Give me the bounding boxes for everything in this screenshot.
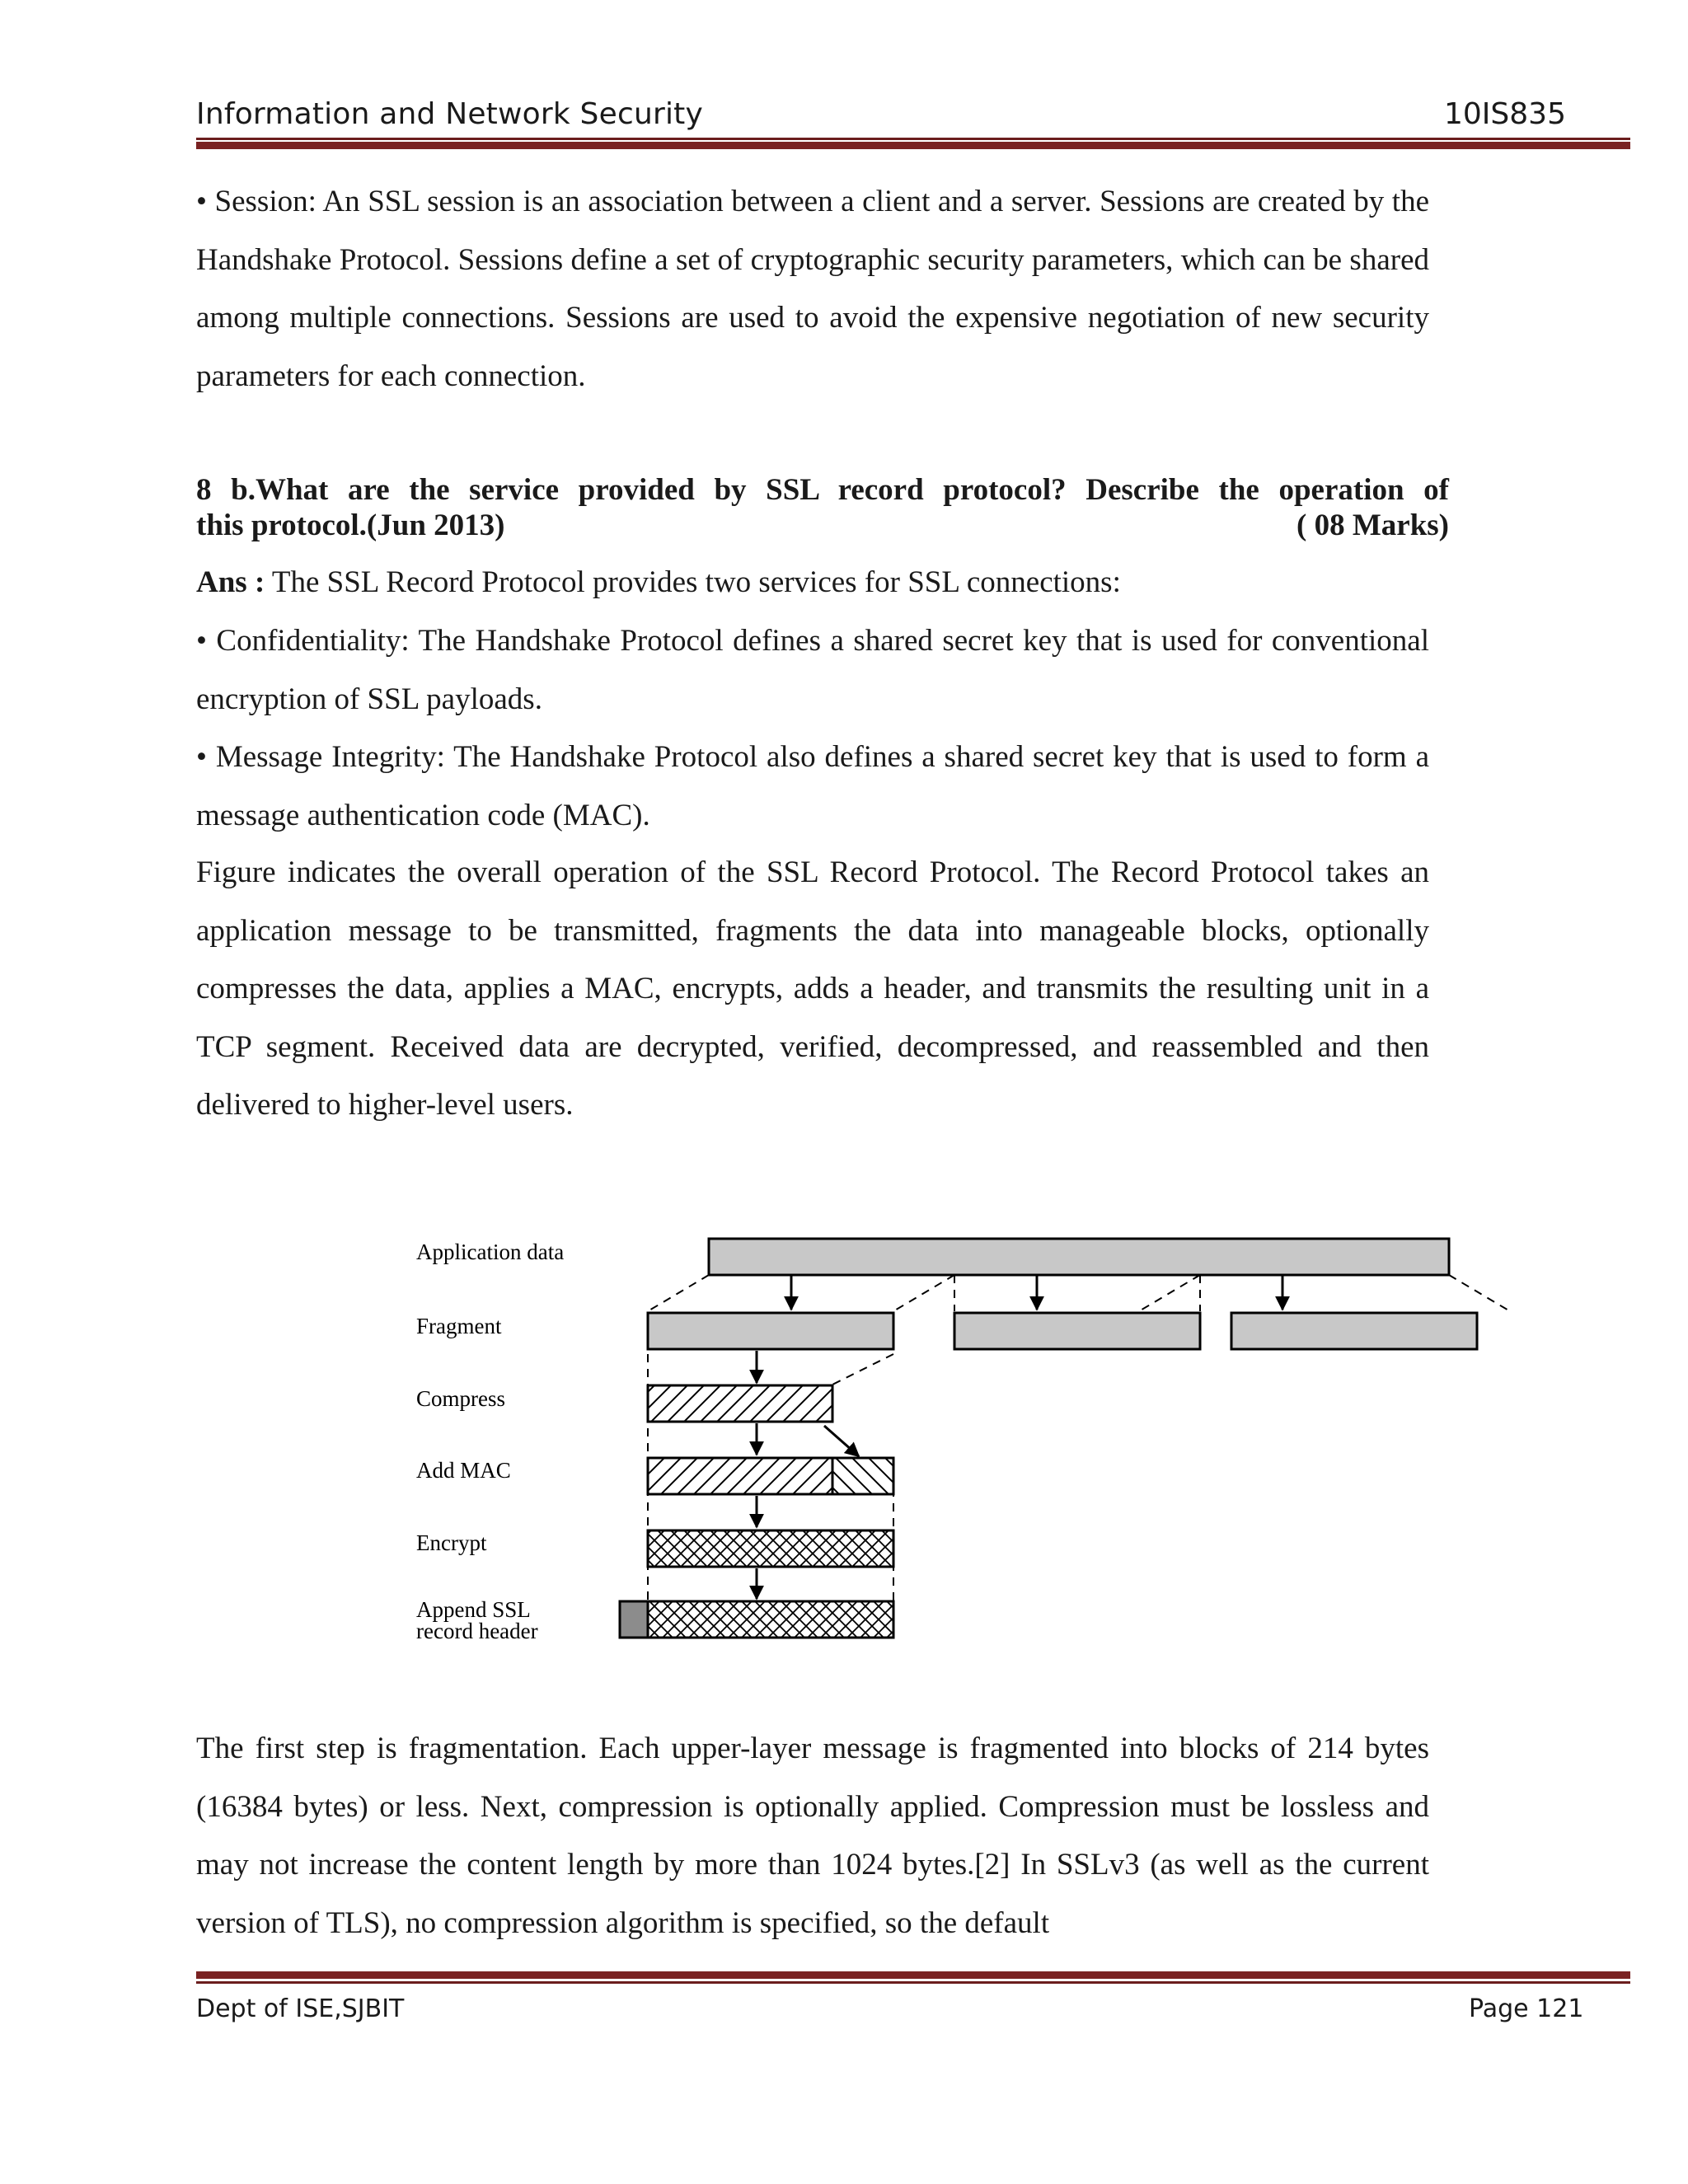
label-add-mac: Add MAC bbox=[416, 1458, 511, 1483]
label-record-header: record header bbox=[416, 1619, 538, 1643]
footer-rule-thin bbox=[196, 1981, 1630, 1984]
encrypted-block bbox=[648, 1530, 893, 1567]
mac-data-block bbox=[648, 1458, 832, 1494]
split-arrows bbox=[791, 1275, 1282, 1310]
answer-label: Ans : bbox=[196, 565, 265, 599]
question-line-1: 8 b.What are the service provided by SSL record protocol? Describe the operation of bbox=[196, 473, 1449, 507]
footer-dept: Dept of ISE,SJBIT bbox=[196, 1994, 405, 2023]
ssl-header-block bbox=[620, 1601, 648, 1638]
label-fragment: Fragment bbox=[416, 1314, 502, 1338]
record-payload-block bbox=[648, 1601, 893, 1638]
footer-page-number: Page 121 bbox=[1469, 1994, 1584, 2023]
fragment-block-3 bbox=[1231, 1313, 1477, 1349]
answer-intro bbox=[196, 554, 1432, 612]
operation-paragraph: Figure indicates the overall operation of the SSL Record Protocol. The Record Protocol takes an application message to be transmitted, fragments the data into manageable blocks, optionally compresses the data, applies a MAC, encrypts, adds a header, and transmits the resulting unit in a TCP segment. Received data are decrypted, verified, decompressed, and reassembled and then delivered to higher-level users. bbox=[196, 855, 1429, 1122]
mac-block bbox=[832, 1458, 893, 1494]
fragment-block-1 bbox=[648, 1313, 893, 1349]
label-application-data: Application data bbox=[416, 1240, 565, 1264]
ssl-record-protocol-diagram bbox=[404, 1224, 1508, 1661]
session-paragraph: • Session: An SSL session is an association between a client and a server. Sessions are created by the Handshake Protocol. Sessions define a set of cryptographic security parameters, which can be shared among multiple connections. Sessions are used to avoid the expensive negotiation of new security parameters for each connection. bbox=[196, 185, 1429, 393]
answer-intro-text: The SSL Record Protocol provides two services for SSL connections: bbox=[265, 565, 1121, 599]
application-data-block bbox=[709, 1239, 1449, 1275]
label-encrypt: Encrypt bbox=[416, 1530, 487, 1555]
header-rule-thin bbox=[196, 138, 1630, 140]
confidentiality-paragraph: • Confidentiality: The Handshake Protocol defines a shared secret key that is used for conventional encryption of SSL payloads. bbox=[196, 624, 1429, 716]
footer-rule-thick bbox=[196, 1971, 1630, 1979]
fragmentation-paragraph: The first step is fragmentation. Each upper-layer message is fragmented into blocks of 214 bytes (16384 bytes) or less. Next, compression is optionally applied. Compression must be lossless and may not increase the content length by more than 1024 bytes.[2] In SSLv3 (as well as the current version of TLS), no compression algorithm is specified, so the default bbox=[196, 1732, 1429, 1940]
header-title: Information and Network Security bbox=[196, 97, 703, 131]
question-line-2: this protocol.(Jun 2013) bbox=[196, 509, 505, 542]
course-code: 10IS835 bbox=[1444, 97, 1566, 131]
question-heading bbox=[196, 472, 1449, 543]
fragment-block-2 bbox=[954, 1313, 1200, 1349]
compressed-block bbox=[648, 1385, 832, 1422]
question-marks: ( 08 Marks) bbox=[1296, 509, 1449, 542]
label-append-ssl: Append SSL bbox=[416, 1597, 531, 1622]
label-compress: Compress bbox=[416, 1386, 505, 1411]
header-rule-thick bbox=[196, 142, 1630, 149]
integrity-paragraph: • Message Integrity: The Handshake Protocol also defines a shared secret key that is used to form a message authentication code (MAC). bbox=[196, 740, 1429, 832]
